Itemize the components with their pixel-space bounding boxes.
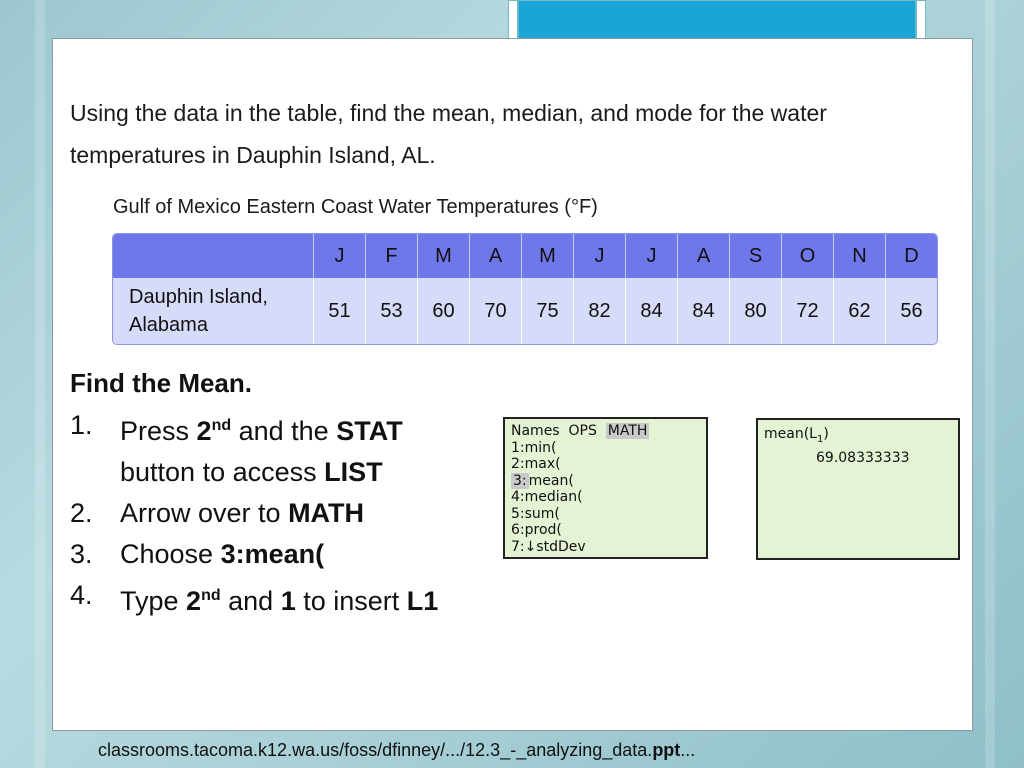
month-header: M: [418, 234, 470, 278]
step-text: and the: [231, 416, 337, 446]
month-header: A: [470, 234, 522, 278]
step-key: LIST: [324, 457, 383, 487]
source-citation: classrooms.tacoma.k12.wa.us/foss/dfinney/.../12.3_-_analyzing_data.ppt...: [98, 740, 696, 760]
step-superscript: nd: [201, 587, 221, 604]
calculator-result-value: 69.08333333: [816, 449, 910, 466]
temperature-cell: 84: [626, 278, 678, 344]
step-text: Choose: [120, 539, 221, 569]
calculator-tab-math: MATH: [607, 423, 648, 439]
table-row: [113, 278, 937, 344]
calculator-expression: $mean(L_1)$: [764, 426, 829, 445]
calculator-selected-index: 3:: [513, 472, 527, 489]
step-item: [70, 534, 510, 575]
temperature-cell: 80: [730, 278, 782, 344]
calculator-menu-item: [511, 473, 706, 490]
steps-list: [70, 405, 510, 622]
calculator-list-menu-screen: [503, 417, 708, 559]
step-key: 1: [280, 586, 296, 616]
month-header: O: [782, 234, 834, 278]
calculator-menu-tabs: [511, 423, 706, 440]
calculator-tab-ops: OPS: [568, 423, 597, 439]
source-citation-bold: ppt: [652, 740, 681, 760]
step-key: L1: [406, 586, 439, 616]
temperature-cell: 62: [834, 278, 886, 344]
step-text: Press: [120, 416, 197, 446]
step-text: button to access: [120, 457, 325, 487]
temperature-cell: 82: [574, 278, 626, 344]
step-text: and: [220, 586, 281, 616]
temperature-cell: 51: [314, 278, 366, 344]
step-number: 4.: [70, 580, 93, 610]
step-item: [70, 405, 510, 493]
table-header-corner: [113, 234, 314, 278]
table-header-row: [113, 234, 937, 278]
month-header: S: [730, 234, 782, 278]
calculator-menu-item: 1:min(: [511, 439, 557, 456]
table-title: Gulf of Mexico Eastern Coast Water Temperatures (°F): [113, 196, 598, 218]
step-text: Type: [120, 586, 187, 616]
month-header: D: [886, 234, 937, 278]
calculator-menu-item-label: mean(: [528, 472, 574, 489]
background-stripe: [35, 0, 45, 768]
step-key: STAT: [336, 416, 403, 446]
step-number: 1.: [70, 410, 93, 440]
month-header: M: [522, 234, 574, 278]
step-text: to insert: [295, 586, 407, 616]
calculator-menu-item: 6:prod(: [511, 522, 562, 538]
location-label-line2: Alabama: [129, 314, 208, 336]
step-item: [70, 493, 510, 534]
step-key: 2: [186, 586, 202, 616]
month-header: J: [314, 234, 366, 278]
temperature-table: [112, 233, 938, 345]
location-label: [113, 278, 314, 344]
month-header: J: [626, 234, 678, 278]
step-key: MATH: [288, 498, 365, 528]
step-key: 2: [196, 416, 212, 446]
step-text: Arrow over to: [120, 498, 289, 528]
step-item: [70, 575, 510, 622]
temperature-cell: 84: [678, 278, 730, 344]
temperature-cell: 60: [418, 278, 470, 344]
month-header: A: [678, 234, 730, 278]
temperature-cell: 56: [886, 278, 937, 344]
location-label-line1: Dauphin Island,: [129, 286, 268, 308]
calculator-result-screen: [756, 418, 960, 560]
step-key: 3:mean(: [220, 539, 325, 569]
month-header: N: [834, 234, 886, 278]
calculator-expression-subscript: 1: [816, 433, 824, 445]
calculator-tab-names: Names: [511, 423, 560, 439]
step-number: 3.: [70, 539, 93, 569]
step-number: 2.: [70, 498, 93, 528]
calculator-menu-item: 7:↓stdDev: [511, 538, 586, 555]
calculator-menu-item: 2:max(: [511, 456, 561, 472]
month-header: F: [366, 234, 418, 278]
step-superscript: nd: [211, 417, 232, 434]
month-header: J: [574, 234, 626, 278]
temperature-cell: 72: [782, 278, 834, 344]
calculator-menu-item: 4:median(: [511, 489, 583, 505]
calculator-menu-item: 5:sum(: [511, 505, 560, 522]
temperature-cell: 75: [522, 278, 574, 344]
section-heading: Find the Mean.: [70, 368, 252, 398]
background-stripe: [985, 0, 995, 768]
temperature-cell: 53: [366, 278, 418, 344]
temperature-cell: 70: [470, 278, 522, 344]
intro-text: Using the data in the table, find the mean, median, and mode for the water temperatures in Dauphin Island, AL.: [70, 100, 827, 168]
